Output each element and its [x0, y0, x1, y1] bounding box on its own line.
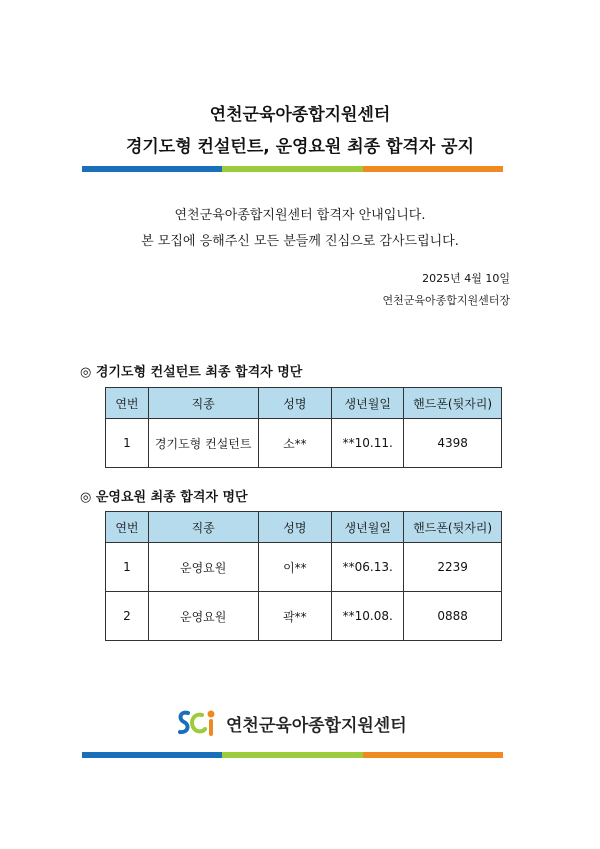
table-row [106, 543, 502, 592]
cell-job: 경기도형 컨설턴트 [148, 419, 258, 468]
cell-birth: **10.11. [332, 419, 404, 468]
cell-name: 곽** [258, 592, 332, 641]
signer: 연천군육아종합지원센터장 [382, 294, 510, 307]
col-header-no: 연번 [106, 512, 149, 543]
cell-no: 1 [106, 543, 149, 592]
table-header-row [106, 512, 502, 543]
sci-logo-icon [176, 707, 218, 739]
table-header-row [106, 388, 502, 419]
col-header-job: 직종 [148, 388, 258, 419]
cell-birth: **10.08. [332, 592, 404, 641]
col-header-birth: 생년월일 [332, 388, 404, 419]
table-row [106, 419, 502, 468]
consultant-table [105, 387, 502, 468]
cell-job: 운영요원 [148, 592, 258, 641]
table-row [106, 592, 502, 641]
section-heading-consultant: ◎ 경기도형 컨설턴트 최종 합격자 명단 [80, 365, 303, 380]
notice-date: 2025년 4월 10일 [422, 272, 510, 285]
bottom-color-stripe [82, 752, 503, 758]
col-header-name: 성명 [258, 512, 332, 543]
cell-name: 이** [258, 543, 332, 592]
cell-phone: 2239 [404, 543, 502, 592]
cell-no: 2 [106, 592, 149, 641]
col-header-phone: 핸드폰(뒷자리) [404, 388, 502, 419]
cell-phone: 4398 [404, 419, 502, 468]
cell-name: 소** [258, 419, 332, 468]
col-header-birth: 생년월일 [332, 512, 404, 543]
cell-no: 1 [106, 419, 149, 468]
col-header-no: 연번 [106, 388, 149, 419]
col-header-job: 직종 [148, 512, 258, 543]
section-heading-operator: ◎ 운영요원 최종 합격자 명단 [80, 490, 248, 505]
footer-org-name: 연천군육아종합지원센터 [226, 716, 407, 736]
col-header-phone: 핸드폰(뒷자리) [404, 512, 502, 543]
cell-phone: 0888 [404, 592, 502, 641]
intro-line-2: 본 모집에 응해주신 모든 분들께 진심으로 감사드립니다. [141, 234, 459, 249]
org-title: 연천군육아종합지원센터 [209, 105, 391, 125]
intro-line-1: 연천군육아종합지원센터 합격자 안내입니다. [174, 208, 426, 223]
operator-table [105, 511, 502, 641]
cell-job: 운영요원 [148, 543, 258, 592]
top-color-stripe [82, 166, 503, 172]
page-title: 경기도형 컨설턴트, 운영요원 최종 합격자 공지 [125, 137, 475, 157]
cell-birth: **06.13. [332, 543, 404, 592]
col-header-name: 성명 [258, 388, 332, 419]
